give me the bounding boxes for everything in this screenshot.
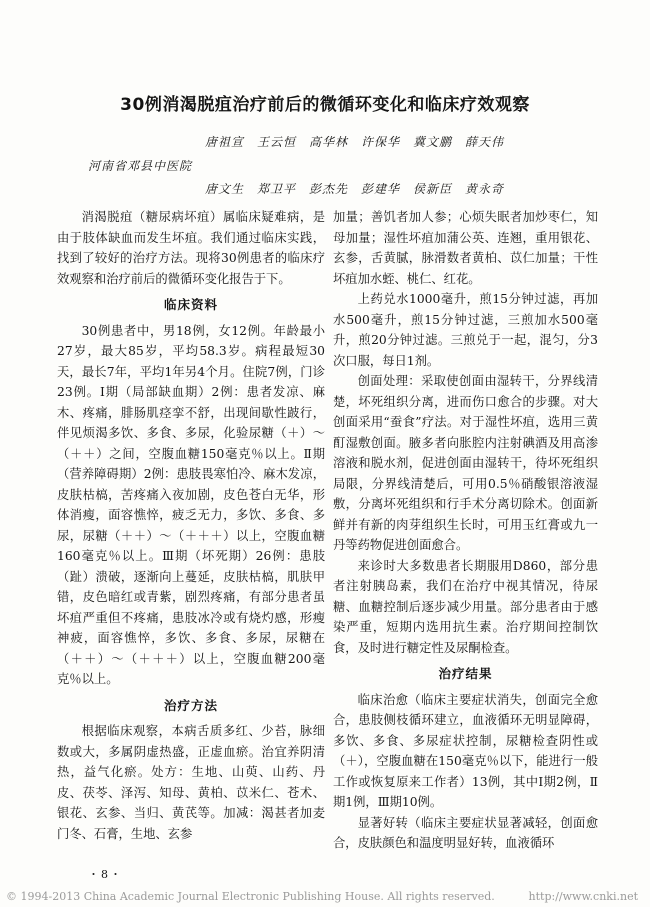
authors-line-1: 唐祖宣 王云恒 高华林 许保华 冀文鹏 薛天伟 — [205, 135, 505, 149]
improvement-paragraph: 显著好转（临床主要症状显著减轻，创面愈合，皮肤颜色和温度明显好转，血液循环 — [333, 815, 598, 850]
authors-line-2: 唐文生 郑卫平 彭杰先 彭建华 侯新臣 黄永奇 — [205, 182, 505, 196]
affiliation: 河南省邓县中医院 — [88, 159, 193, 173]
page-number: ・8・ — [88, 868, 123, 881]
cure-paragraph: 临床治愈（临床主要症状消失，创面完全愈合，患肢侧枝循环建立，血液循环无明显障碍，多饮、多食、多尿症状控制，尿糖检查阴性或（＋），空腹血糖在150毫克％以下，能进行一般工作或恢复原来工作者）13例，其中Ⅰ期2例，Ⅱ期1例，Ⅲ期10例。 — [333, 692, 598, 809]
copyright-notice: © 1994-2013 China Academic Journal Electronic Publishing House. All rights reserved. — [6, 890, 495, 903]
treatment-method-paragraph: 根据临床观察，本病舌质多红、少苔，脉细数或大，多属阴虚热盛，正虚血瘀。治宜养阴清热，益气化瘀。处方：生地、山萸、山药、丹皮、茯苓、泽泻、知母、黄柏、苡米仁、苍术、银花、玄参、当归、黄芪等。加减：渴甚者加麦门冬、石膏，生地、玄参 — [57, 724, 325, 841]
paper-title: 30例消渴脱疽治疗前后的微循环变化和临床疗效观察 — [120, 95, 530, 115]
intro-paragraph: 消渴脱疽（糖尿病坏疽）属临床疑难病，是由于肢体缺血而发生坏疽。我们通过临床实践，找到了较好的治疗方法。现将30例患者的临床疗效观察和治疗前后的微循环变化报告于下。 — [57, 210, 325, 286]
decoction-paragraph: 上药兑水1000毫升，煎15分钟过滤，再加水500毫升，煎15分钟过滤，三煎加水500毫升，煎20分钟过滤。三煎兑于一起，混匀，分3次口服，每日1剂。 — [333, 292, 598, 368]
wound-care-paragraph: 创面处理：采取使创面由湿转干，分界线清楚，坏死组织分离，进而伤口愈合的步骤。对大创面采用“蚕食”疗法。对于湿性坏疽，选用三黄酊湿敷创面。腋多者向胀腔内注射碘酒及用高渗溶液和脱水剂，促进创面由湿转干，待坏死组织局限，分界线清楚后，可用0.5％硝酸银溶液湿敷，分离坏死组织和行手术分离切除术。创面新鲜并有新的肉芽组织生长时，可用玉红膏或九一丹等药物促进创面愈合。 — [333, 374, 598, 552]
section-heading-results: 治疗结果 — [438, 666, 493, 681]
footer-url: http://www.cnki.net — [528, 890, 638, 903]
section-heading-clinical-data: 临床资料 — [163, 297, 218, 312]
clinical-data-paragraph: 30例患者中，男18例，女12例。年龄最小27岁，最大85岁，平均58.3岁。病程最短30天，最长7年，平均1年另4个月。住院7例，门诊23例。Ⅰ期（局部缺血期）2例：患者发凉、麻木、疼痛，腓肠肌痉挛不舒，出现间歇性跛行，伴见烦渴多饮、多食、多尿，化验尿糖（＋）～（＋＋）之间，空腹血糖150毫克％以上。Ⅱ期（营养障碍期）2例：患肢畏寒怕冷、麻木发凉，皮肤枯槁，苦疼痛入夜加剧，皮色苍白无华，形体消瘦，面容憔悴，疲乏无力，多饮、多食、多尿，尿糖（＋＋）～（＋＋＋）以上，空腹血糖160毫克％以上。Ⅲ期（坏死期）26例：患肢（趾）溃破，逐渐向上蔓延，皮肤枯槁，肌肤甲错，皮色暗红或青紫，剧烈疼痛，有部分患者虽坏疽严重但不疼痛，患肢冰冷或有烧灼感，形瘦神疲，面容憔悴，多饮、多食、多尿，尿糖在（＋＋）～（＋＋＋）以上，空腹血糖200毫克％以上。 — [57, 323, 325, 686]
medication-paragraph: 来诊时大多数患者长期服用D860，部分患者注射胰岛素，我们在治疗中视其情况，待尿糖、血糖控制后逐步减少用量。部分患者由于感染严重，短期内选用抗生素。治疗期间控制饮食，及时进行糖定性及尿酮检查。 — [333, 558, 598, 655]
treatment-continued-paragraph: 加量；善饥者加人参；心烦失眠者加炒枣仁，知母加量；湿性坏疽加蒲公英、连翘，重用银花、玄参，舌黄腻，脉滑数者黄柏、苡仁加量；干性坏疽加水蛭、桃仁、红花。 — [333, 210, 598, 286]
footer — [0, 886, 650, 907]
section-heading-treatment-method: 治疗方法 — [163, 697, 218, 713]
left-column — [57, 207, 325, 844]
right-column — [333, 207, 598, 854]
